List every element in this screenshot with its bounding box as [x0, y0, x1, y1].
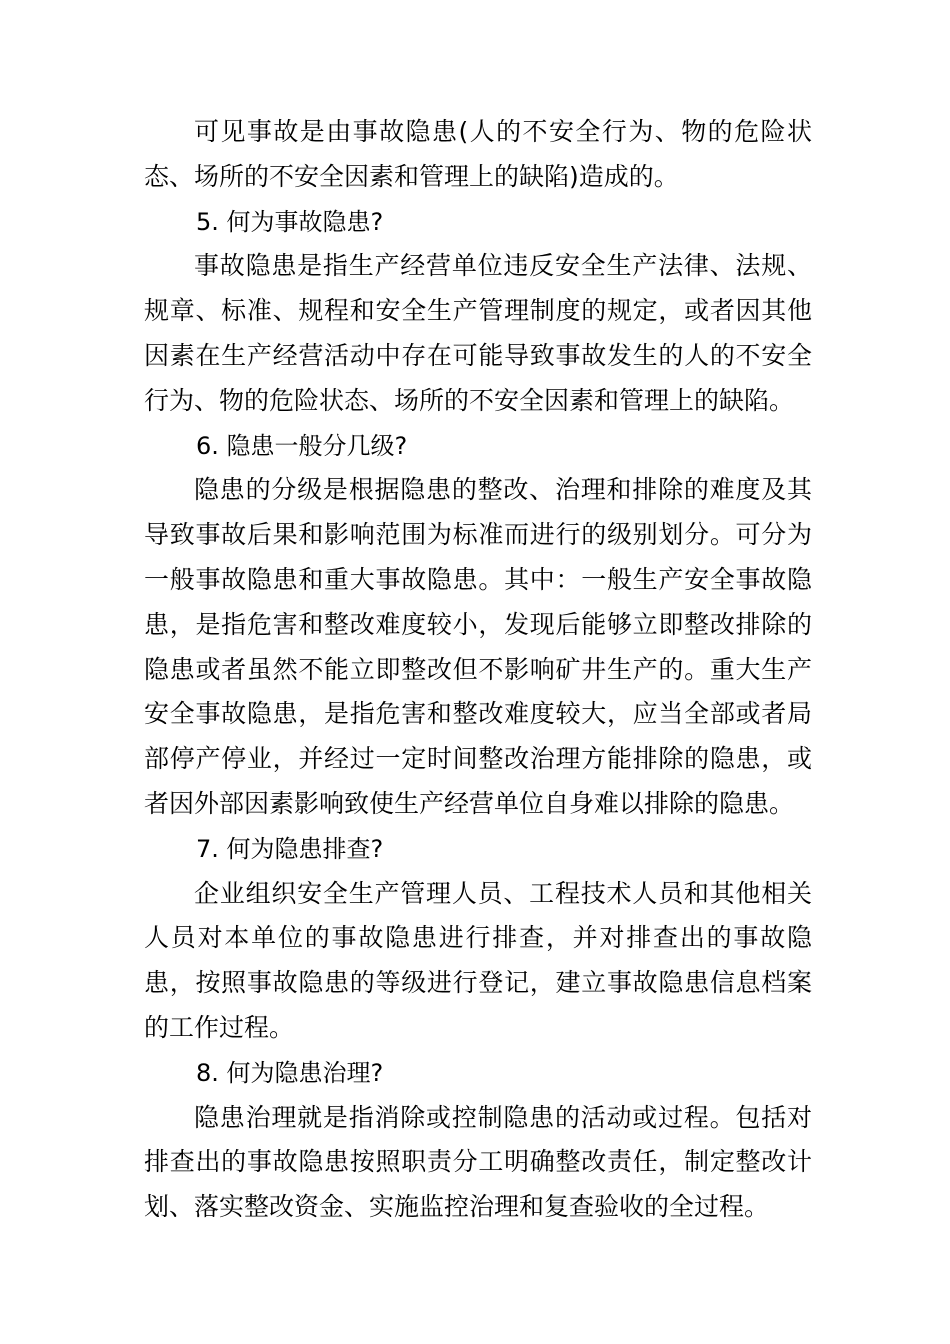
heading-q7: 7. 何为隐患排查?: [196, 834, 384, 863]
heading-q8: 8. 何为隐患治理?: [196, 1058, 384, 1087]
paragraph-hazard-inspection: 企业组织安全生产管理人员、工程技术人员和其他相关人员对本单位的事故隐患进行排查，并对排查出的事故隐患，按照事故隐患的等级进行登记，建立事故隐患信息档案的工作过程。: [144, 878, 812, 1042]
heading-q6: 6. 隐患一般分几级?: [196, 431, 408, 460]
paragraph-hazard-grading: 隐患的分级是根据隐患的整改、治理和排除的难度及其导致事故后果和影响范围为标准而进行的级别划分。可分为一般事故隐患和重大事故隐患。其中：一般生产安全事故隐患，是指危害和整改难度较小，发现后能够立即整改排除的隐患或者虽然不能立即整改但不影响矿井生产的。重大生产安全事故隐患，是指危害和整改难度较大，应当全部或者局部停产停业，并经过一定时间整改治理方能排除的隐患，或者因外部因素影响致使生产经营单位自身难以排除的隐患。: [144, 475, 812, 818]
heading-q5: 5. 何为事故隐患?: [196, 207, 384, 236]
document-body: [144, 110, 812, 1230]
paragraph-hazard-definition: 事故隐患是指生产经营单位违反安全生产法律、法规、规章、标准、规程和安全生产管理制度的规定，或者因其他因素在生产经营活动中存在可能导致事故发生的人的不安全行为、物的危险状态、场所的不安全因素和管理上的缺陷。: [144, 251, 812, 415]
paragraph-accident-cause: 可见事故是由事故隐患(人的不安全行为、物的危险状态、场所的不安全因素和管理上的缺陷)造成的。: [144, 117, 812, 191]
paragraph-hazard-remediation: 隐患治理就是指消除或控制隐患的活动或过程。包括对排查出的事故隐患按照职责分工明确整改责任，制定整改计划、落实整改资金、实施监控治理和复查验收的全过程。: [144, 1102, 812, 1222]
